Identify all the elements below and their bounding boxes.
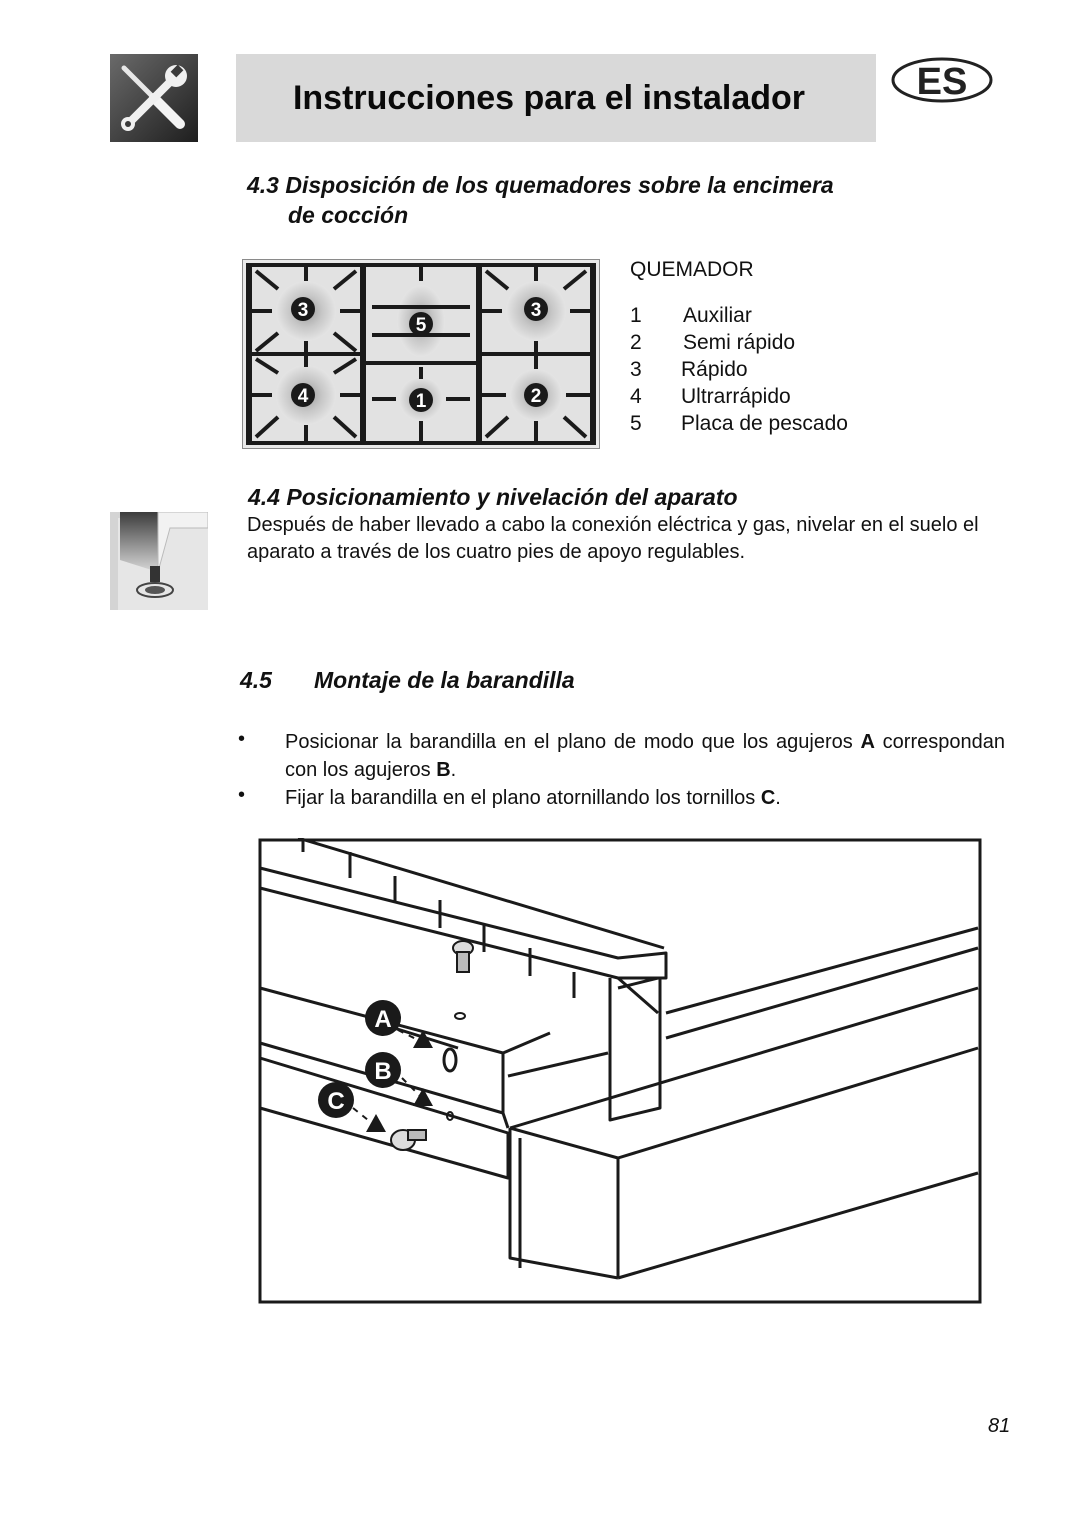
bullet-marker: • (238, 728, 246, 750)
legend-number: 2 (630, 331, 642, 354)
legend-label: Semi rápido (683, 331, 796, 354)
language-code: ES (916, 61, 968, 103)
page-title: Instrucciones para el instalador (292, 78, 806, 117)
tool-icon-box (110, 54, 198, 142)
bullet-item-2 (285, 784, 1005, 812)
bullet-item-1 (285, 728, 1005, 784)
legend-label: Ultrarrápido (681, 385, 791, 408)
legend-label: Auxiliar (683, 304, 752, 327)
section-4-4-title: 4.4 Posicionamiento y nivelación del aparato (248, 484, 738, 510)
label-a-callout (365, 1000, 401, 1036)
burner-marker (409, 312, 433, 336)
svg-text:B: B (374, 1058, 392, 1085)
hole-label-b: B (436, 759, 451, 781)
burner-marker (291, 383, 315, 407)
burner-marker (524, 297, 548, 321)
grate-center (366, 267, 476, 441)
leveling-foot-icon (110, 512, 208, 610)
bullet-text: . (775, 787, 781, 809)
legend-number: 1 (630, 304, 642, 327)
svg-text:3: 3 (297, 300, 309, 321)
svg-text:3: 3 (530, 300, 542, 321)
legend-label: Placa de pescado (681, 412, 848, 435)
bullet-text: . (450, 759, 457, 781)
bullet-text: Posicionar la barandilla en el plano de modo que los agujeros (285, 731, 861, 753)
svg-text:4: 4 (297, 386, 309, 407)
svg-text:C: C (327, 1088, 345, 1115)
section-4-5-number: 4.5 (240, 667, 272, 693)
section-4-4-body: Después de haber llevado a cabo la conexión eléctrica y gas, nivelar en el suelo el aparato a través de los cuatro pies de apoyo regulables. (247, 514, 979, 563)
svg-text:2: 2 (530, 386, 542, 407)
burner-marker (291, 297, 315, 321)
legend-number: 5 (630, 412, 642, 435)
section-4-3-title: 4.3 Disposición de los quemadores sobre la encimera (247, 172, 834, 198)
svg-text:1: 1 (415, 391, 427, 412)
section-4-5-title: Montaje de la barandilla (314, 667, 575, 693)
grate-right (482, 267, 590, 441)
legend-number: 4 (630, 385, 642, 408)
language-badge (890, 56, 994, 104)
svg-text:5: 5 (415, 315, 427, 336)
wrench-screwdriver-icon (110, 54, 198, 142)
hole-label-a: A (860, 731, 875, 753)
svg-text:A: A (374, 1006, 392, 1033)
bullet-text: correspondan con los agujeros (285, 731, 1005, 781)
railing-assembly-figure (258, 838, 982, 1304)
header-title-bar (236, 54, 876, 142)
label-b-callout (365, 1052, 401, 1088)
cooktop-burner-layout (242, 259, 600, 449)
legend-label: Rápido (681, 358, 748, 381)
bullet-marker: • (238, 784, 246, 806)
section-4-3-title-cont: de cocción (288, 202, 409, 228)
page-number: 81 (988, 1415, 1011, 1437)
label-c-callout (318, 1082, 354, 1118)
burner-marker (409, 388, 433, 412)
burner-legend-title: QUEMADOR (630, 258, 754, 281)
legend-number: 3 (630, 358, 642, 381)
burner-marker (524, 383, 548, 407)
bullet-text: Fijar la barandilla en el plano atornillando los tornillos (285, 787, 761, 809)
screw-icon (453, 941, 473, 972)
screw-label-c: C (760, 787, 776, 809)
grate-left (252, 267, 360, 441)
